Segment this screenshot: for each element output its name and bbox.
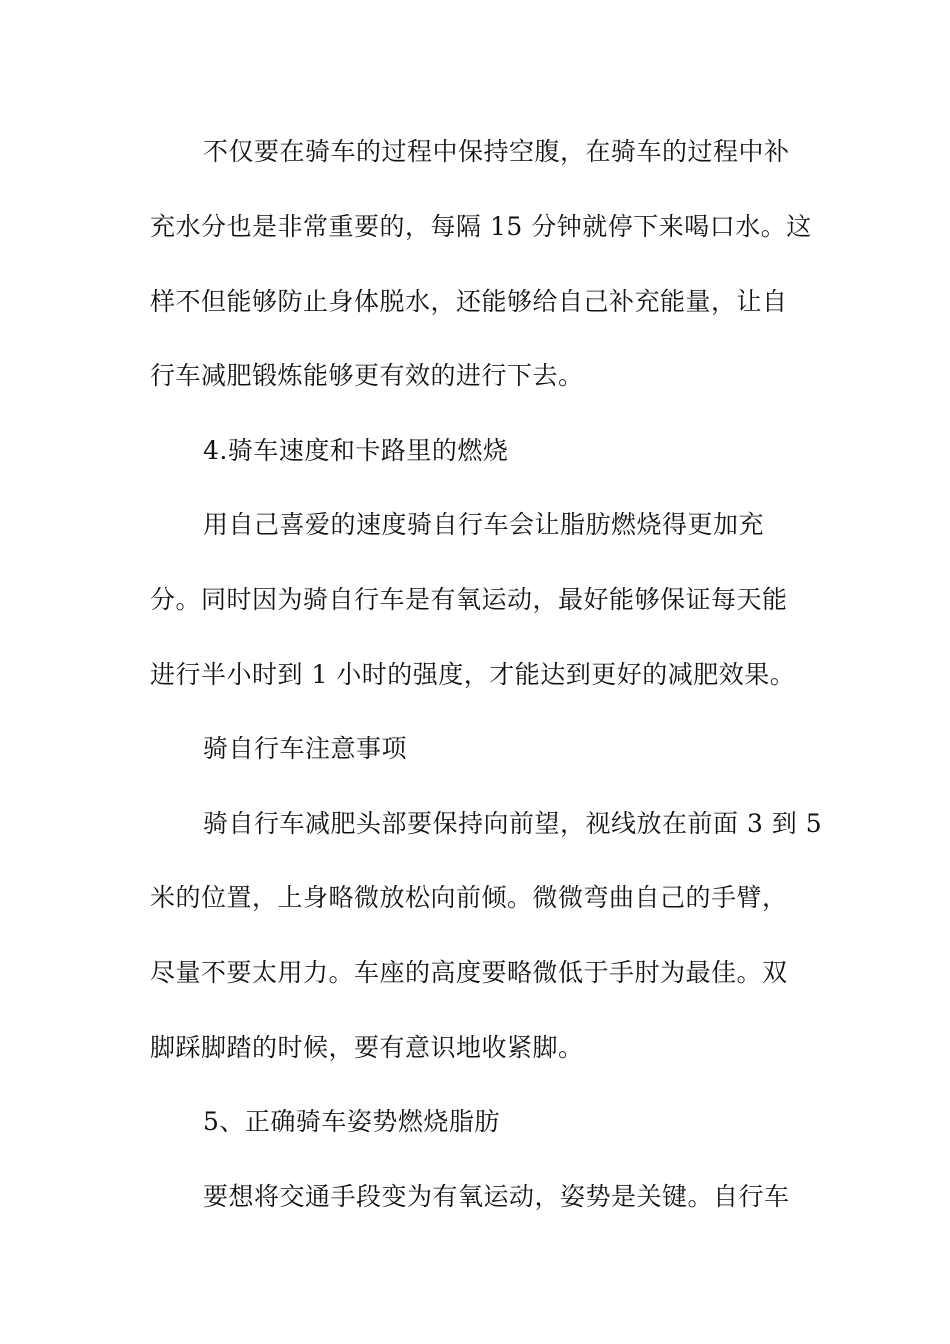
paragraph-line: 行车减肥锻炼能够更有效的进行下去。 bbox=[150, 361, 584, 390]
paragraph-line: 充水分也是非常重要的，每隔 15 分钟就停下来喝口水。这 bbox=[150, 212, 812, 241]
paragraph-line: 分。同时因为骑自行车是有氧运动，最好能够保证每天能 bbox=[150, 585, 788, 614]
paragraph-line: 进行半小时到 1 小时的强度，才能达到更好的减肥效果。 bbox=[150, 660, 796, 689]
paragraph-line: 米的位置，上身略微放松向前倾。微微弯曲自己的手臂， bbox=[150, 883, 788, 912]
section-heading: 骑自行车注意事项 bbox=[203, 734, 408, 763]
section-heading: 5、正确骑车姿势燃烧脂肪 bbox=[203, 1107, 500, 1136]
paragraph-line: 要想将交通手段变为有氧运动，姿势是关键。自行车 bbox=[203, 1182, 790, 1211]
section-heading: 4.骑车速度和卡路里的燃烧 bbox=[203, 436, 509, 465]
paragraph-line: 不仅要在骑车的过程中保持空腹，在骑车的过程中补 bbox=[203, 137, 790, 166]
paragraph-line: 尽量不要太用力。车座的高度要略微低于手肘为最佳。双 bbox=[150, 958, 788, 987]
paragraph-line: 样不但能够防止身体脱水，还能够给自己补充能量，让自 bbox=[150, 287, 788, 316]
paragraph-line: 脚踩脚踏的时候，要有意识地收紧脚。 bbox=[150, 1033, 584, 1062]
paragraph-line: 用自己喜爱的速度骑自行车会让脂肪燃烧得更加充 bbox=[203, 510, 765, 539]
paragraph-line: 骑自行车减肥头部要保持向前望，视线放在前面 3 到 5 bbox=[203, 809, 823, 838]
